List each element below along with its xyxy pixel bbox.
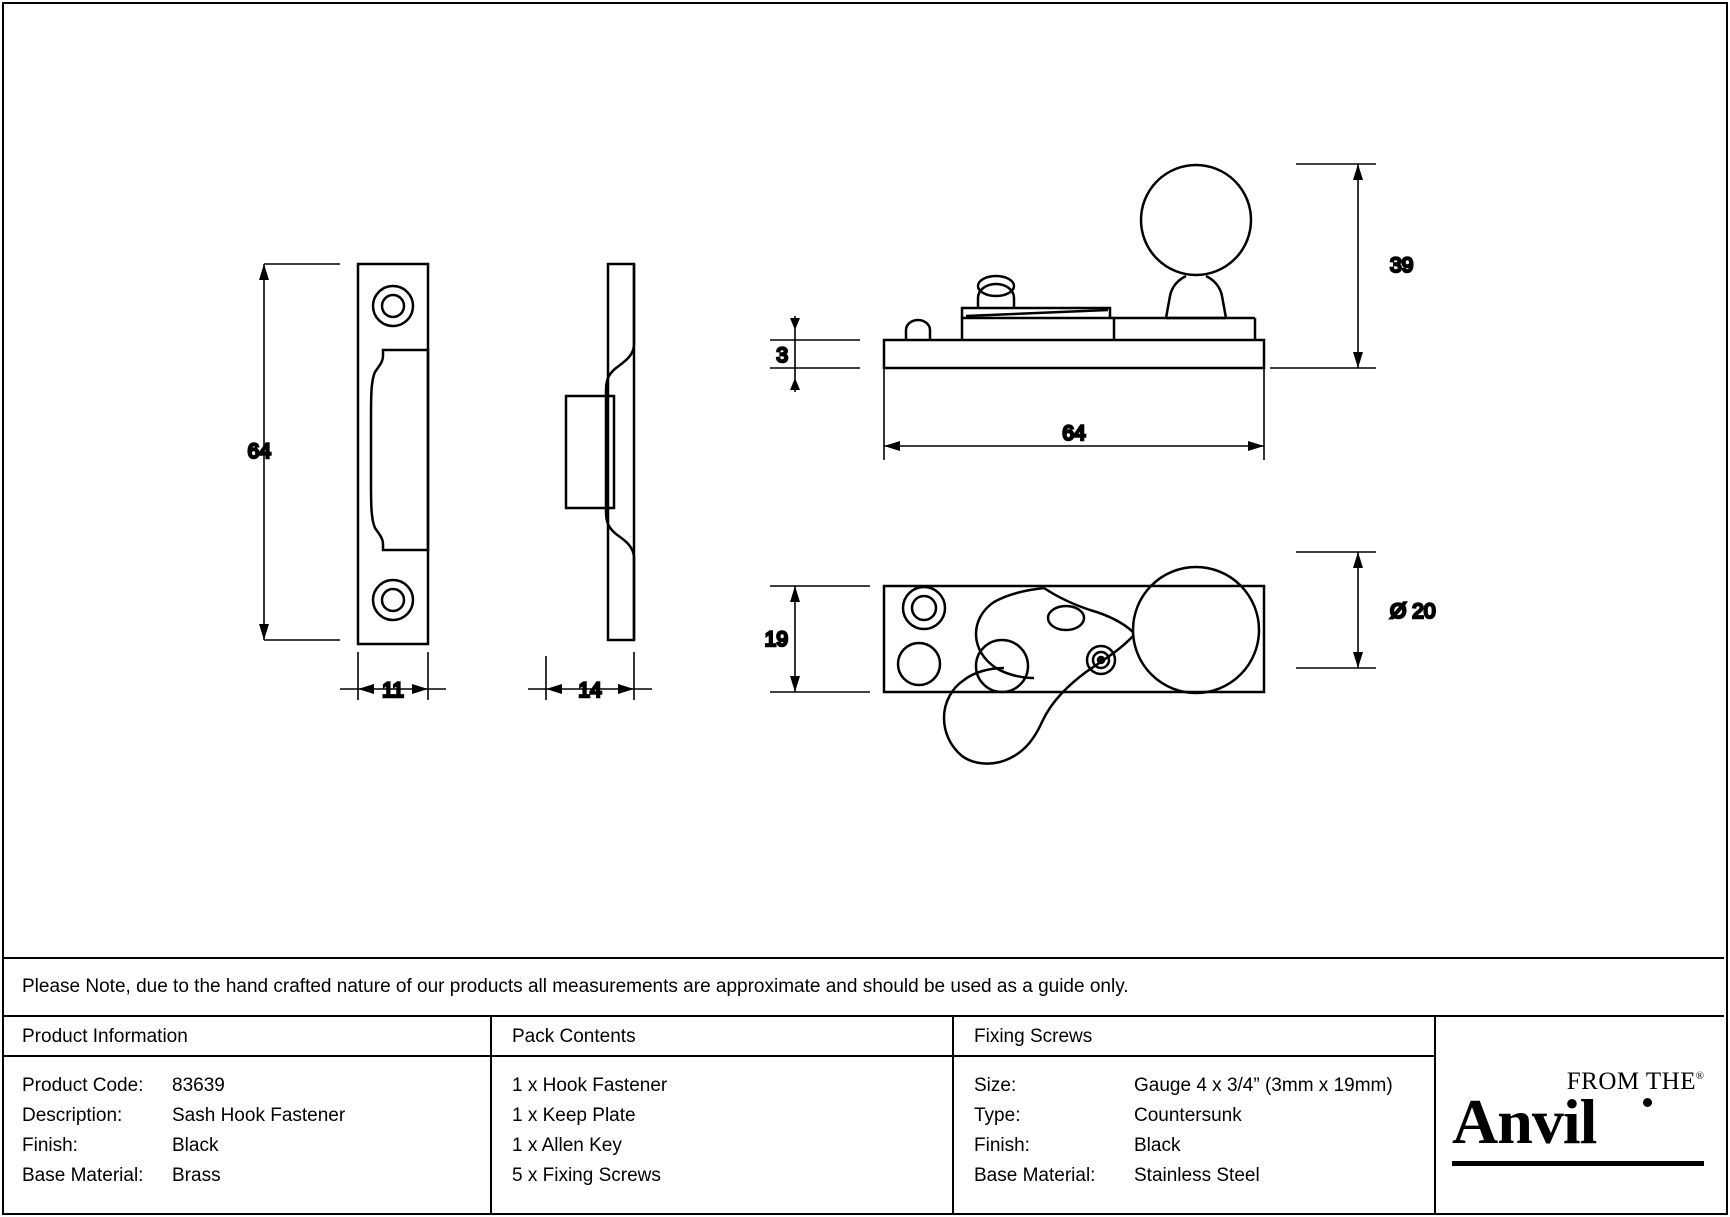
- finish-value: Black: [172, 1135, 219, 1156]
- dimension-label-plate-width: 19: [764, 628, 788, 651]
- dimension-label-keep-width: 11: [382, 679, 404, 702]
- logo-main-text: Anvil: [1452, 1086, 1597, 1157]
- product-info-row: [22, 1101, 490, 1131]
- dimension-label-knob-height: 39: [1390, 254, 1414, 277]
- logo-top-text: FROM THE: [1566, 1068, 1696, 1095]
- screw-size-value: Gauge 4 x 3/4” (3mm x 19mm): [1134, 1075, 1393, 1096]
- logo-dot-icon: [1643, 1098, 1652, 1107]
- fastener-plan-view: [884, 567, 1264, 764]
- note-text: Please Note, due to the hand crafted nature of our products all measurements are approximate and should be used as a guide only.: [22, 976, 1129, 997]
- fastener-side-elevation: [884, 165, 1264, 368]
- pack-contents-item: 1 x Hook Fastener: [512, 1075, 668, 1096]
- logo-underline: [1452, 1161, 1704, 1166]
- pack-contents-item: 1 x Keep Plate: [512, 1105, 636, 1126]
- brand-logo-column: [1436, 1017, 1720, 1215]
- brand-logo: [1436, 1017, 1720, 1215]
- dimension-keep-height: [259, 264, 340, 640]
- dimension-label-knob-diameter: Ø 20: [1390, 600, 1436, 623]
- dimension-knob-height: [1270, 164, 1376, 368]
- note-row: [2, 957, 1724, 1015]
- product-info-row: [22, 1161, 490, 1191]
- dimension-label-keep-side-width: 14: [578, 679, 602, 702]
- info-table: [2, 1015, 1724, 1213]
- product-info-row: [22, 1131, 490, 1161]
- pack-contents-column: [492, 1017, 954, 1215]
- dimension-fastener-length: [884, 368, 1264, 460]
- finish-label: Finish:: [22, 1135, 78, 1156]
- logo-registered-mark: ®: [1695, 1070, 1704, 1082]
- screw-size-label: Size:: [974, 1075, 1017, 1096]
- screw-finish-label: Finish:: [974, 1135, 1030, 1156]
- product-information-column: [2, 1017, 492, 1215]
- product-information-body: [2, 1057, 490, 1191]
- fixing-screws-row: [974, 1161, 1434, 1191]
- fixing-screws-row: [974, 1101, 1434, 1131]
- product-code-value: 83639: [172, 1075, 225, 1096]
- dimension-label-keep-height: 64: [247, 440, 271, 463]
- screw-type-label: Type:: [974, 1105, 1021, 1126]
- fixing-screws-heading: Fixing Screws: [954, 1017, 1434, 1057]
- description-label: Description:: [22, 1105, 123, 1126]
- product-information-heading: Product Information: [2, 1017, 490, 1057]
- product-code-label: Product Code:: [22, 1075, 144, 1096]
- product-info-row: [22, 1071, 490, 1101]
- fixing-screws-column: [954, 1017, 1436, 1215]
- base-material-label: Base Material:: [22, 1165, 144, 1186]
- screw-base-material-label: Base Material:: [974, 1165, 1096, 1186]
- base-material-value: Brass: [172, 1165, 221, 1186]
- fixing-screws-row: [974, 1131, 1434, 1161]
- dimension-label-fastener-length: 64: [1062, 422, 1086, 445]
- pack-contents-item: 1 x Allen Key: [512, 1135, 622, 1156]
- description-value: Sash Hook Fastener: [172, 1105, 346, 1126]
- screw-type-value: Countersunk: [1134, 1105, 1242, 1126]
- pack-contents-item: 5 x Fixing Screws: [512, 1165, 661, 1186]
- pack-contents-heading: Pack Contents: [492, 1017, 952, 1057]
- dimension-knob-diameter: [1296, 552, 1376, 668]
- pack-contents-body: [492, 1057, 952, 1191]
- dimension-label-base-thickness: 3: [776, 344, 788, 367]
- screw-base-material-value: Stainless Steel: [1134, 1165, 1260, 1186]
- keep-plate-front-view: [358, 264, 428, 644]
- fixing-screws-body: [954, 1057, 1434, 1191]
- screw-finish-value: Black: [1134, 1135, 1181, 1156]
- fixing-screws-row: [974, 1071, 1434, 1101]
- keep-plate-side-view: [566, 264, 634, 640]
